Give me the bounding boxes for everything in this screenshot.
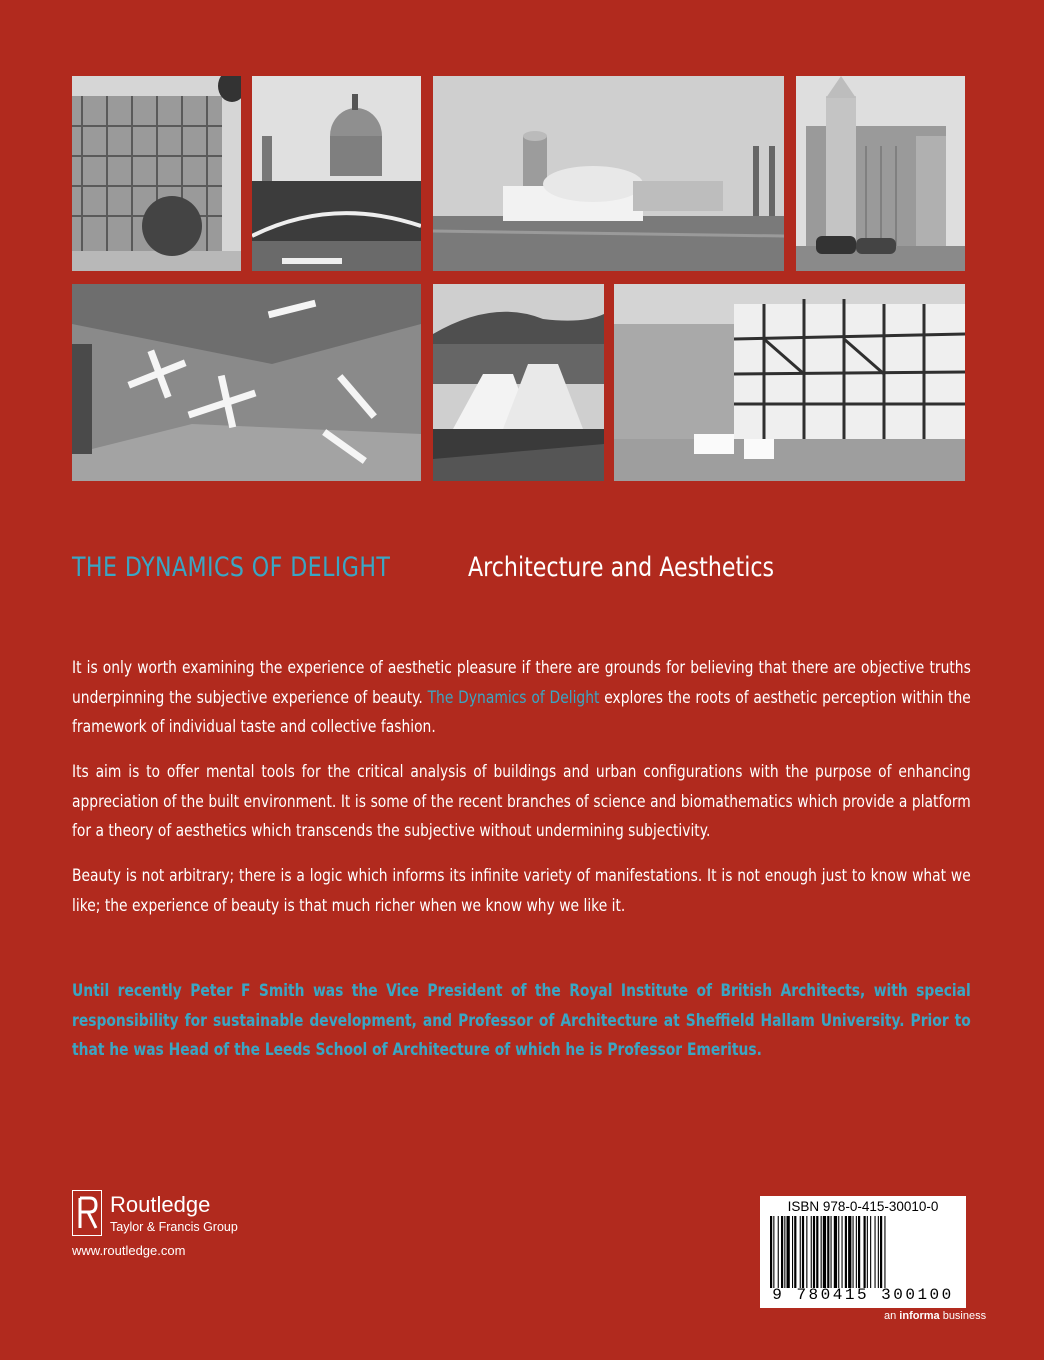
barcode-bar <box>858 1216 860 1288</box>
barcode-bar <box>867 1216 868 1288</box>
waterfront-theatre-photo <box>433 76 784 271</box>
blurb-paragraph-1 <box>72 653 971 742</box>
isbn-barcode <box>760 1196 966 1308</box>
publisher-logo <box>72 1190 272 1250</box>
barcode-bar <box>875 1216 876 1288</box>
barcode-bar <box>821 1216 822 1288</box>
timber-clad-building-photo <box>796 76 965 271</box>
barcode-bar <box>781 1216 783 1288</box>
barcode-bar <box>845 1216 847 1288</box>
barcode-bar <box>773 1216 774 1288</box>
routledge-r-icon <box>72 1190 102 1236</box>
blurb-text-b: explores the roots of aesthetic perception within the framework of individual taste and collective fashion. <box>72 687 971 736</box>
concrete-interior-photo <box>72 284 421 481</box>
barcode-bar <box>794 1216 796 1288</box>
barcode-bar <box>806 1216 807 1288</box>
barcode-bar <box>848 1216 851 1288</box>
barcode-bar <box>792 1216 793 1288</box>
barcode-bar <box>856 1216 857 1288</box>
barcode-bar <box>831 1216 832 1288</box>
barcode-bar <box>802 1216 804 1288</box>
barcode-bar <box>842 1216 843 1288</box>
author-bio: Until recently Peter F Smith was the Vice President of the Royal Institute of British Architects, with special responsibility for sustainable development, and Professor of Architecture at Sheffield Hallam University. Prior to that he was Head of the Leeds School of Architecture of which he is Professor Emeritus. <box>72 981 971 1059</box>
publisher-group: Taylor & Francis Group <box>110 1220 238 1234</box>
blurb-text-a: It is only worth examining the experience of aesthetic pleasure if there are grounds for believing that there are objective truths underpinning the subjective experience of beauty. <box>72 658 971 707</box>
informa-tagline <box>884 1310 986 1322</box>
title-row <box>72 552 972 592</box>
blurb-paragraph-3: Beauty is not arbitrary; there is a logic which informs its infinite variety of manifestations. It is not enough just to know what we like; the experience of beauty is that much richer when we know why we like it. <box>72 866 971 915</box>
barcode-bar <box>884 1216 885 1288</box>
barcode-bars <box>768 1216 960 1288</box>
barcode-bar <box>778 1216 779 1288</box>
barcode-bar <box>870 1216 871 1288</box>
book-title: THE DYNAMICS OF DELIGHT <box>72 552 391 583</box>
barcode-bar <box>784 1216 785 1288</box>
barcode-bar <box>853 1216 854 1288</box>
barcode-bar <box>770 1216 772 1288</box>
half-timbered-street-photo <box>614 284 965 481</box>
barcode-bar <box>880 1216 882 1288</box>
informa-brand: informa <box>899 1310 940 1322</box>
glass-office-building-photo <box>72 76 241 271</box>
isbn-number: ISBN 978-0-415-30010-0 <box>787 1199 939 1214</box>
white-conical-building-photo <box>433 284 604 481</box>
publisher-url[interactable]: www.routledge.com <box>72 1243 186 1258</box>
barcode-bar <box>827 1216 829 1288</box>
barcode-bar <box>834 1216 837 1288</box>
barcode-bar <box>800 1216 801 1288</box>
blurb-title-highlight: The Dynamics of Delight <box>427 687 600 707</box>
barcode-bar <box>787 1216 790 1288</box>
blurb-paragraph-2: Its aim is to offer mental tools for the critical analysis of buildings and urban configurations with the purpose of enhancing appreciation of the built environment. It is some of the recent branches of science and biomathematics which provide a platform for a theory of aesthetics which transcends the subjective without undermining subjectivity. <box>72 762 971 840</box>
barcode-bar <box>813 1216 815 1288</box>
barcode-bar <box>816 1216 818 1288</box>
informa-prefix: an <box>884 1310 900 1322</box>
st-pauls-cathedral-photo <box>252 76 421 271</box>
book-subtitle: Architecture and Aesthetics <box>468 552 775 583</box>
barcode-bar <box>838 1216 839 1288</box>
barcode-bar <box>864 1216 866 1288</box>
publisher-name: Routledge <box>110 1192 211 1217</box>
barcode-bar <box>811 1216 812 1288</box>
barcode-digits: 9 780415 300100 <box>772 1286 954 1304</box>
informa-suffix: business <box>939 1310 987 1322</box>
barcode-bar <box>823 1216 826 1288</box>
barcode-bar <box>878 1216 879 1288</box>
